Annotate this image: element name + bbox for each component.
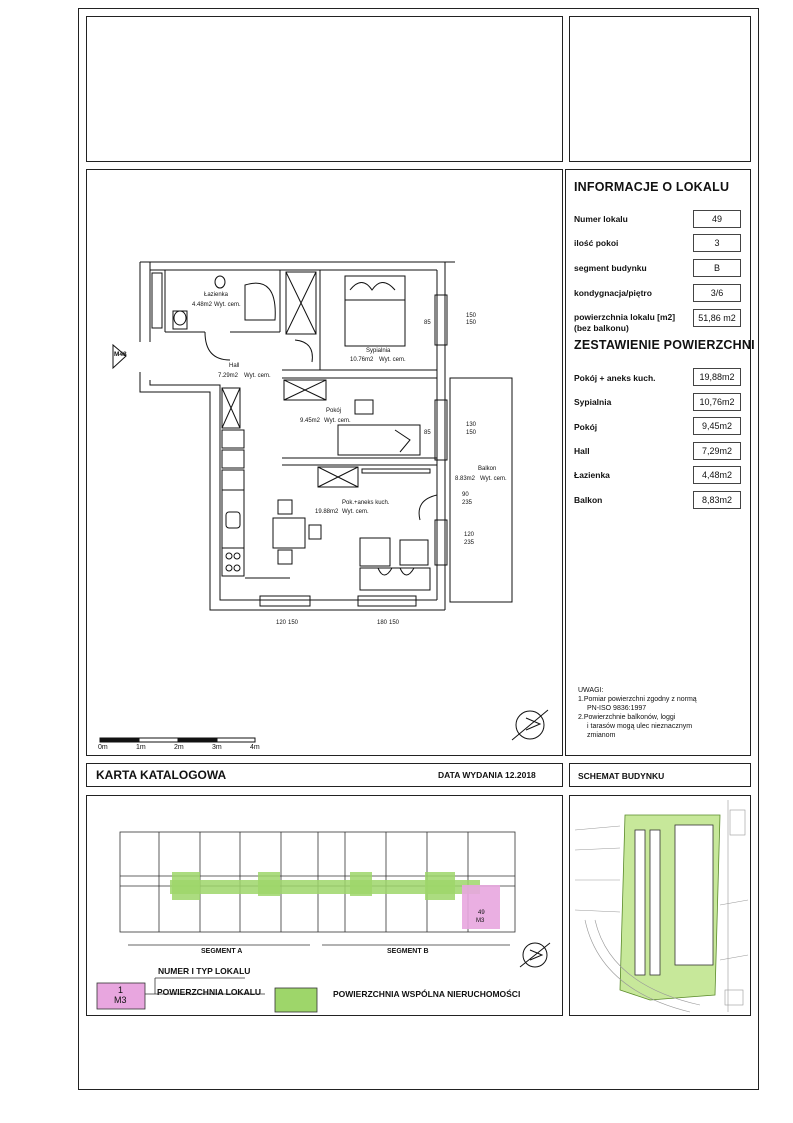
room-aneks-name: Pok.+aneks kuch. bbox=[342, 500, 390, 506]
legend-number-label: NUMER I TYP LOKALU bbox=[158, 966, 251, 976]
notes-line-1: 1.Pomiar powierzchni zgodny z normą bbox=[578, 696, 697, 703]
scheme-title: SCHEMAT BUDYNKU bbox=[578, 771, 665, 781]
notes-line-2: PN-ISO 9836:1997 bbox=[587, 705, 647, 712]
unit-tag: M48 bbox=[114, 351, 127, 358]
legend-area-label: POWIERZCHNIA LOKALU bbox=[157, 987, 262, 997]
info-value-numer: 49 bbox=[693, 210, 741, 228]
room-aneks-floor: Wyt. cem. bbox=[342, 509, 369, 515]
issue-date: DATA WYDANIA 12.2018 bbox=[438, 770, 536, 780]
room-sypialnia-area: 10.76m2 bbox=[350, 357, 374, 363]
notes-line-3: 2.Powierzchnie balkonów, loggi bbox=[578, 714, 676, 721]
dim-w1a: 150 bbox=[466, 313, 477, 319]
room-hall-name: Hall bbox=[229, 363, 240, 369]
notes-line-4: i tarasów mogą ulec nieznacznym bbox=[587, 723, 693, 730]
room-sypialnia-name: Sypialnia bbox=[366, 348, 391, 354]
room-balkon-name: Balkon bbox=[478, 466, 497, 472]
info-title: INFORMACJE O LOKALU bbox=[574, 180, 730, 194]
summary-label-lazienka: Łazienka bbox=[574, 470, 610, 480]
dim-w1b: 150 bbox=[466, 320, 477, 326]
info-label-segment: segment budynku bbox=[574, 263, 647, 273]
room-lazienka-floor: Wyt. cem. bbox=[214, 302, 241, 308]
dim-d1a: 90 bbox=[462, 492, 469, 498]
dim-b2b: 150 bbox=[389, 620, 400, 626]
room-pokoj-floor: Wyt. cem. bbox=[324, 418, 351, 424]
legend-common-label: POWIERZCHNIA WSPÓLNA NIERUCHOMOŚCI bbox=[333, 989, 521, 999]
room-lazienka-area: 4.48m2 bbox=[192, 302, 213, 308]
room-lazienka-name: Łazienka bbox=[204, 292, 229, 298]
info-label-numer: Numer lokalu bbox=[574, 214, 628, 224]
scale-2: 2m bbox=[174, 744, 184, 751]
summary-value-pokoj: 9,45m2 bbox=[693, 417, 741, 435]
dim-w2b: 150 bbox=[466, 430, 477, 436]
legend-unit-type: M3 bbox=[114, 995, 127, 1005]
info-label-area: powierzchnia lokalu [m2] bbox=[574, 312, 676, 322]
summary-title: ZESTAWIENIE POWIERZCHNI bbox=[574, 338, 755, 352]
info-value-pietro: 3/6 bbox=[693, 284, 741, 302]
dim-d1b: 235 bbox=[462, 500, 473, 506]
summary-value-balkon: 8,83m2 bbox=[693, 491, 741, 509]
summary-value-lazienka: 4,48m2 bbox=[693, 466, 741, 484]
summary-label-aneks: Pokój + aneks kuch. bbox=[574, 373, 656, 383]
dim-w1c: 85 bbox=[424, 320, 431, 326]
info-label-pokoi: ilość pokoi bbox=[574, 238, 619, 248]
room-aneks-area: 19.88m2 bbox=[315, 509, 339, 515]
segment-b-label: SEGMENT B bbox=[387, 948, 429, 955]
notes-line-5: zmianom bbox=[587, 732, 616, 739]
info-value-area: 51,86 m2 bbox=[693, 309, 741, 327]
scale-1: 1m bbox=[136, 744, 146, 751]
catalog-title: KARTA KATALOGOWA bbox=[96, 768, 227, 782]
keyplan-unit-type: M3 bbox=[476, 918, 485, 924]
info-value-segment: B bbox=[693, 259, 741, 277]
dim-b1a: 120 bbox=[276, 620, 287, 626]
scale-0: 0m bbox=[98, 744, 108, 751]
dim-w2c: 85 bbox=[424, 430, 431, 436]
summary-value-hall: 7,29m2 bbox=[693, 442, 741, 460]
room-pokoj-area: 9.45m2 bbox=[300, 418, 321, 424]
scale-4: 4m bbox=[250, 744, 260, 751]
summary-label-hall: Hall bbox=[574, 446, 590, 456]
room-balkon-area: 8.83m2 bbox=[455, 476, 476, 482]
legend-unit-number: 1 bbox=[118, 985, 124, 995]
dim-b2a: 180 bbox=[377, 620, 388, 626]
notes-title: UWAGI: bbox=[578, 687, 604, 694]
room-hall-floor: Wyt. cem. bbox=[244, 373, 271, 379]
segment-a-label: SEGMENT A bbox=[201, 948, 243, 955]
room-pokoj-name: Pokój bbox=[326, 408, 342, 414]
room-balkon-floor: Wyt. cem. bbox=[480, 476, 507, 482]
dim-w2a: 130 bbox=[466, 422, 477, 428]
dim-d2a: 120 bbox=[464, 532, 475, 538]
summary-value-aneks: 19,88m2 bbox=[693, 368, 741, 386]
dim-b1b: 150 bbox=[288, 620, 299, 626]
summary-label-pokoj: Pokój bbox=[574, 422, 598, 432]
room-hall-area: 7.29m2 bbox=[218, 373, 239, 379]
summary-label-balkon: Balkon bbox=[574, 495, 603, 505]
scale-3: 3m bbox=[212, 744, 222, 751]
info-label-area-note: (bez balkonu) bbox=[574, 323, 629, 333]
info-label-pietro: kondygnacja/piętro bbox=[574, 288, 652, 298]
summary-label-sypialnia: Sypialnia bbox=[574, 397, 612, 407]
info-value-pokoi: 3 bbox=[693, 234, 741, 252]
summary-value-sypialnia: 10,76m2 bbox=[693, 393, 741, 411]
dim-d2b: 235 bbox=[464, 540, 475, 546]
room-sypialnia-floor: Wyt. cem. bbox=[379, 357, 406, 363]
keyplan-unit-number: 49 bbox=[478, 910, 485, 916]
